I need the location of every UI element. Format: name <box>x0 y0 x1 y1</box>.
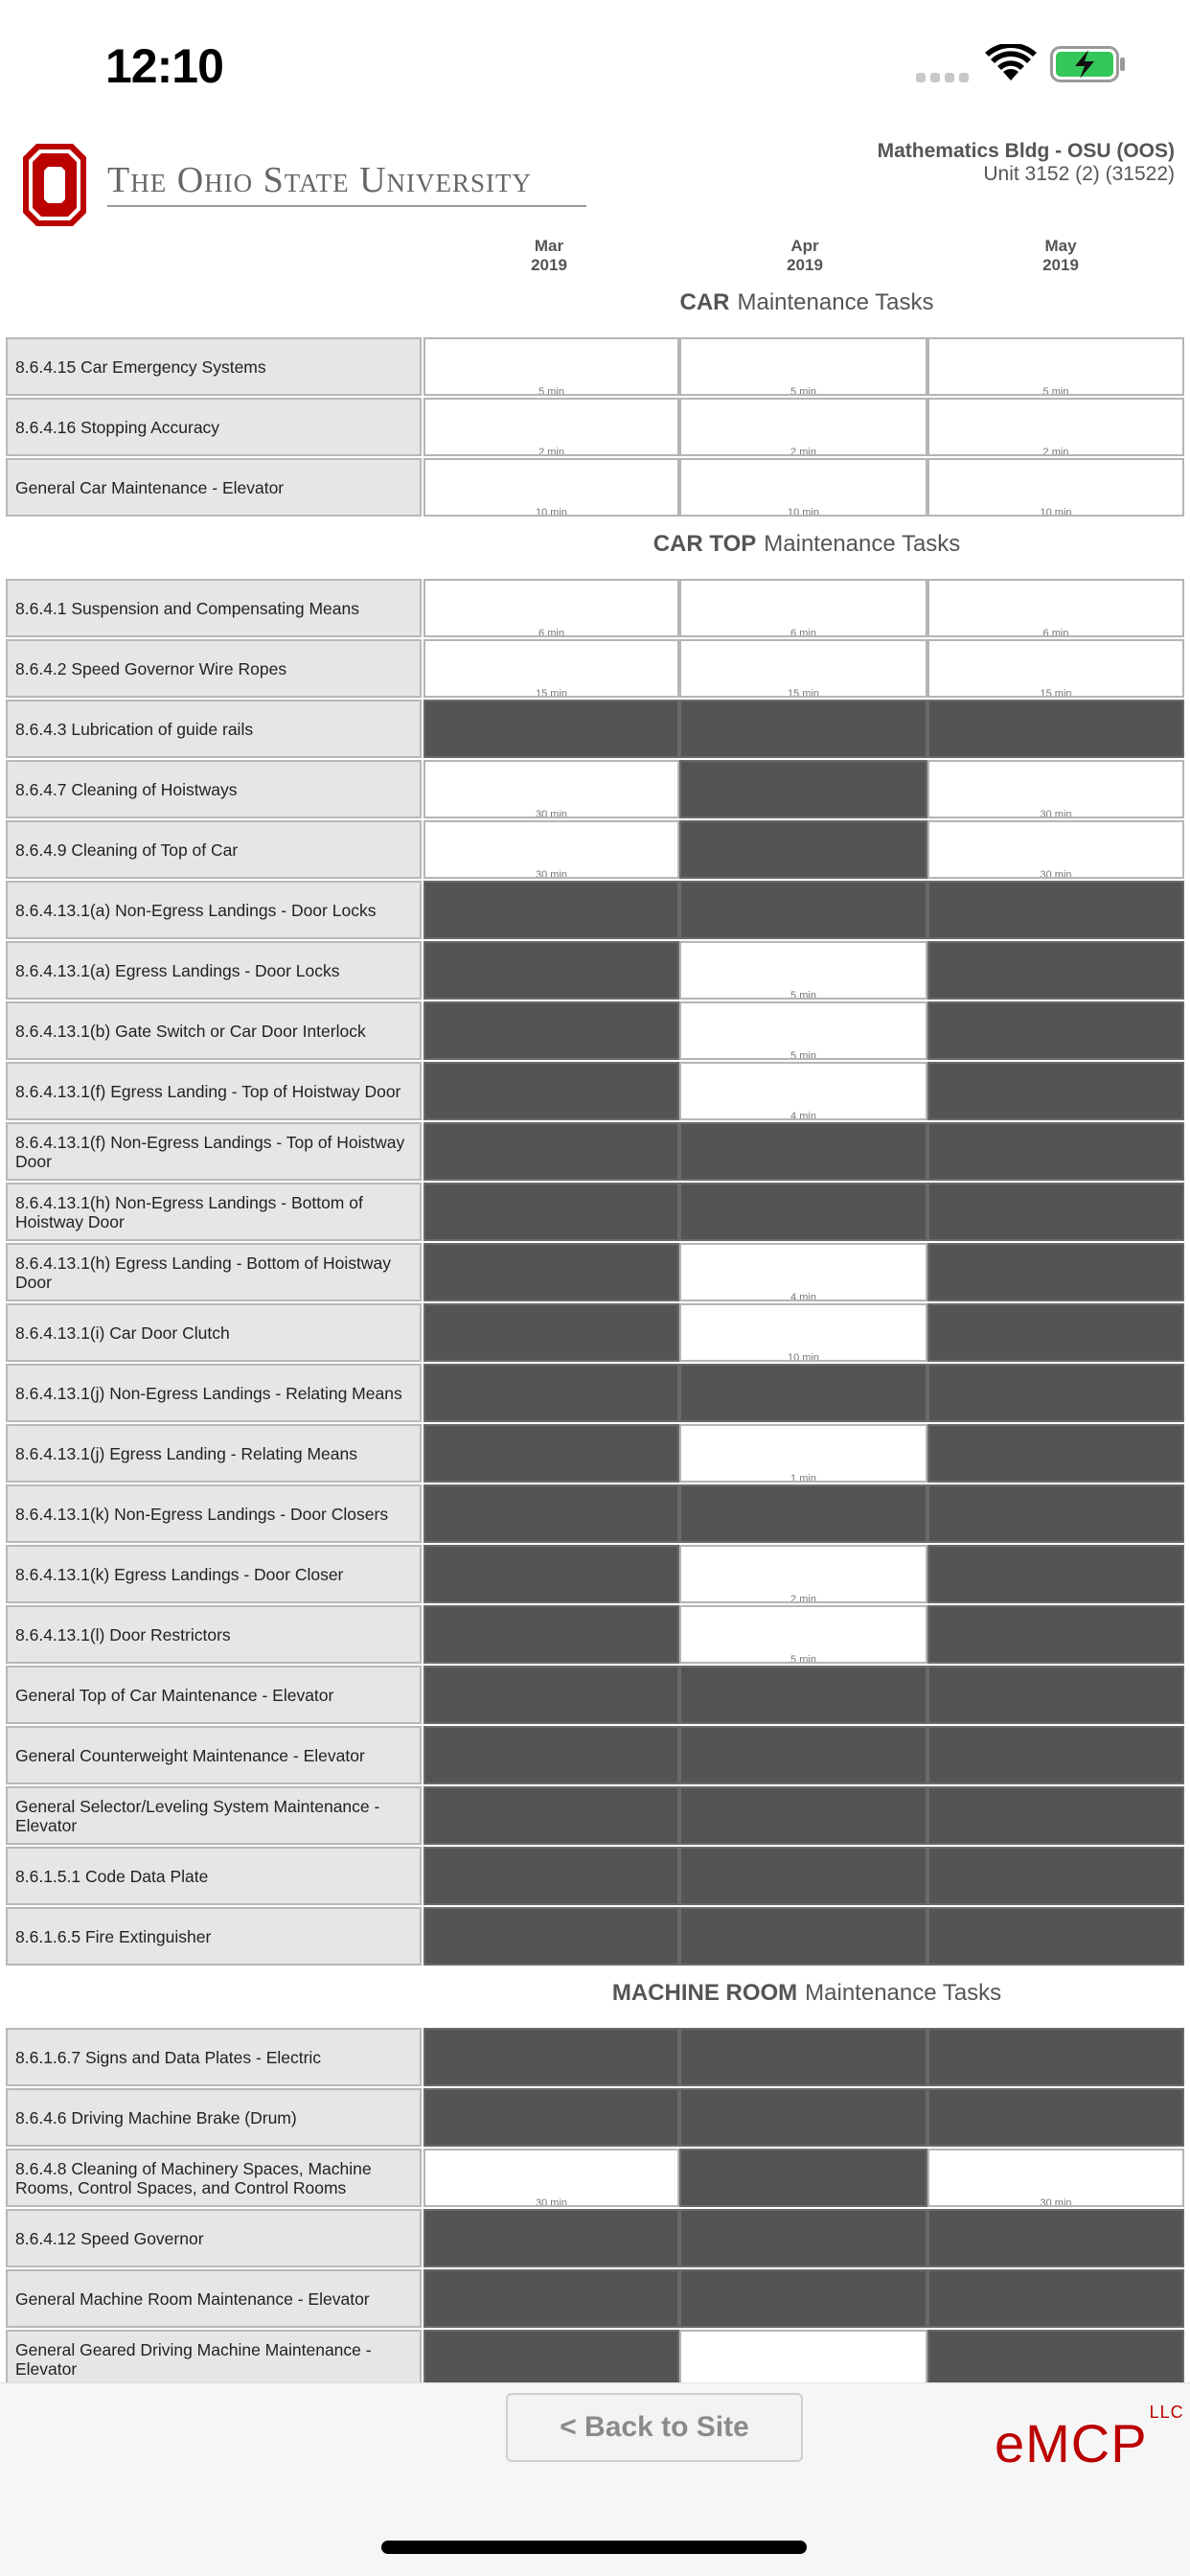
task-cell-open[interactable] <box>423 639 679 698</box>
cellular-signal-icon <box>916 73 969 82</box>
task-duration: 5 min <box>538 386 564 396</box>
task-cell-unavailable <box>423 2209 679 2267</box>
unit-info: Unit 3152 (2) (31522) <box>983 163 1175 185</box>
status-time: 12:10 <box>105 39 223 93</box>
task-duration: 30 min <box>1040 2197 1072 2207</box>
task-cell-unavailable <box>423 1484 679 1543</box>
task-cell-unavailable <box>679 2149 927 2207</box>
task-cell-unavailable <box>927 1605 1184 1664</box>
task-cell-unavailable <box>679 1183 927 1241</box>
task-label[interactable]: General Geared Driving Machine Maintenance - Elevator <box>6 2330 422 2388</box>
section-suffix: Maintenance Tasks <box>805 1980 1002 2006</box>
task-cell-unavailable <box>927 2209 1184 2267</box>
task-cell-unavailable <box>423 1907 679 1966</box>
task-cell-unavailable <box>423 1726 679 1784</box>
task-label[interactable]: 8.6.1.5.1 Code Data Plate <box>6 1847 422 1905</box>
task-cell-unavailable <box>423 1666 679 1724</box>
task-label[interactable]: 8.6.4.13.1(f) Non-Egress Landings - Top of Hoistway Door <box>6 1122 422 1181</box>
task-cell-unavailable <box>927 2028 1184 2086</box>
task-cell-open[interactable] <box>679 1062 927 1120</box>
task-label[interactable]: 8.6.4.1 Suspension and Compensating Means <box>6 579 422 637</box>
task-cell-unavailable <box>423 2028 679 2086</box>
task-duration: 6 min <box>790 628 816 637</box>
task-label[interactable]: 8.6.4.13.1(f) Egress Landing - Top of Hoistway Door <box>6 1062 422 1120</box>
task-duration: 15 min <box>1040 688 1072 698</box>
task-cell-open[interactable] <box>927 458 1184 517</box>
task-duration: 2 min <box>1042 447 1069 456</box>
task-cell-unavailable <box>927 1666 1184 1724</box>
task-duration: 15 min <box>787 688 820 698</box>
task-cell-unavailable <box>927 1062 1184 1120</box>
task-cell-open[interactable] <box>679 398 927 456</box>
task-cell-open[interactable] <box>423 398 679 456</box>
task-cell-unavailable <box>927 1847 1184 1905</box>
task-cell-open[interactable] <box>927 398 1184 456</box>
task-cell-unavailable <box>927 1364 1184 1422</box>
task-duration: 30 min <box>535 809 568 818</box>
task-duration: 5 min <box>1042 386 1069 396</box>
task-cell-unavailable <box>423 2330 679 2388</box>
task-cell-unavailable <box>679 1847 927 1905</box>
task-cell-open[interactable] <box>679 639 927 698</box>
task-duration: 15 min <box>535 688 568 698</box>
task-label[interactable]: 8.6.4.9 Cleaning of Top of Car <box>6 820 422 879</box>
ohio-state-block-o-logo <box>23 144 86 226</box>
task-cell-open[interactable] <box>679 1545 927 1603</box>
task-duration: 10 min <box>787 1352 820 1362</box>
task-cell-unavailable <box>423 941 679 1000</box>
task-label[interactable]: 8.6.4.13.1(k) Egress Landings - Door Closer <box>6 1545 422 1603</box>
task-cell-open[interactable] <box>423 337 679 396</box>
building-name: Mathematics Bldg - OSU (OOS) <box>877 140 1175 162</box>
section-name: CAR TOP <box>652 531 757 557</box>
task-cell-open[interactable] <box>423 820 679 879</box>
task-cell-open[interactable] <box>679 1605 927 1664</box>
emcp-brand: eMCP <box>995 2413 1148 2473</box>
task-cell-unavailable <box>679 760 927 818</box>
month-header-may <box>1003 237 1118 275</box>
task-cell-unavailable <box>423 1364 679 1422</box>
task-cell-unavailable <box>423 1786 679 1845</box>
task-label[interactable]: 8.6.4.13.1(i) Car Door Clutch <box>6 1303 422 1362</box>
task-cell-unavailable <box>679 1907 927 1966</box>
month-name: Apr <box>790 237 819 255</box>
task-label[interactable]: 8.6.4.16 Stopping Accuracy <box>6 398 422 456</box>
task-cell-unavailable <box>423 1545 679 1603</box>
task-label[interactable]: General Counterweight Maintenance - Elevator <box>6 1726 422 1784</box>
task-cell-unavailable <box>679 2028 927 2086</box>
task-cell-open[interactable] <box>679 1243 927 1301</box>
task-cell-open[interactable] <box>423 2149 679 2207</box>
task-cell-unavailable <box>423 881 679 939</box>
task-cell-unavailable <box>927 1303 1184 1362</box>
back-to-site-button[interactable]: < Back to Site <box>506 2393 803 2462</box>
task-label[interactable]: General Selector/Leveling System Maintenance - Elevator <box>6 1786 422 1845</box>
task-duration: 2 min <box>790 1594 816 1603</box>
task-cell-unavailable <box>679 2209 927 2267</box>
task-duration: 30 min <box>1040 869 1072 879</box>
section-title-car-top <box>423 531 1190 558</box>
task-cell-open[interactable] <box>679 941 927 1000</box>
logo-underline <box>107 205 586 207</box>
task-cell-unavailable <box>927 2088 1184 2147</box>
task-cell-open[interactable] <box>423 760 679 818</box>
task-label[interactable]: 8.6.1.6.7 Signs and Data Plates - Electric <box>6 2028 422 2086</box>
task-duration: 30 min <box>535 869 568 879</box>
task-cell-unavailable <box>423 1303 679 1362</box>
task-cell-open[interactable] <box>679 2330 927 2388</box>
task-cell-unavailable <box>679 820 927 879</box>
task-cell-unavailable <box>423 1001 679 1060</box>
task-cell-open[interactable] <box>927 579 1184 637</box>
task-label[interactable]: 8.6.4.3 Lubrication of guide rails <box>6 700 422 758</box>
task-label[interactable]: 8.6.4.15 Car Emergency Systems <box>6 337 422 396</box>
task-cell-unavailable <box>927 1786 1184 1845</box>
task-cell-open[interactable] <box>679 337 927 396</box>
task-label[interactable]: General Top of Car Maintenance - Elevator <box>6 1666 422 1724</box>
task-cell-unavailable <box>679 1484 927 1543</box>
task-cell-unavailable <box>679 1726 927 1784</box>
task-label[interactable]: 8.6.4.13.1(j) Egress Landing - Relating Means <box>6 1424 422 1483</box>
task-cell-unavailable <box>423 1183 679 1241</box>
task-cell-unavailable <box>679 881 927 939</box>
task-duration: 2 min <box>538 447 564 456</box>
month-year: 2019 <box>787 256 823 274</box>
task-duration: 10 min <box>1040 507 1072 517</box>
task-duration: 4 min <box>790 1111 816 1120</box>
task-cell-unavailable <box>927 1726 1184 1784</box>
task-duration: 5 min <box>790 1050 816 1060</box>
task-cell-unavailable <box>927 2330 1184 2388</box>
task-label[interactable]: 8.6.4.13.1(a) Egress Landings - Door Locks <box>6 941 422 1000</box>
task-cell-open[interactable] <box>679 1001 927 1060</box>
task-cell-unavailable <box>423 1847 679 1905</box>
task-cell-open[interactable] <box>679 458 927 517</box>
task-duration: 6 min <box>1042 628 1069 637</box>
task-duration: 10 min <box>787 507 820 517</box>
task-label[interactable]: 8.6.4.13.1(h) Egress Landing - Bottom of Hoistway Door <box>6 1243 422 1301</box>
status-bar <box>0 0 1190 125</box>
task-label[interactable]: 8.6.4.13.1(h) Non-Egress Landings - Bottom of Hoistway Door <box>6 1183 422 1241</box>
task-cell-unavailable <box>927 1484 1184 1543</box>
task-label[interactable]: 8.6.4.13.1(a) Non-Egress Landings - Door Locks <box>6 881 422 939</box>
task-cell-unavailable <box>927 1424 1184 1483</box>
month-year: 2019 <box>1042 256 1079 274</box>
task-label[interactable]: 8.6.4.2 Speed Governor Wire Ropes <box>6 639 422 698</box>
task-label[interactable]: 8.6.4.13.1(l) Door Restrictors <box>6 1605 422 1664</box>
page-header <box>0 134 1190 230</box>
task-cell-unavailable <box>927 1122 1184 1181</box>
task-duration: 5 min <box>790 386 816 396</box>
task-cell-unavailable <box>927 1545 1184 1603</box>
task-cell-unavailable <box>927 700 1184 758</box>
battery-charging-icon <box>1050 46 1127 82</box>
task-label[interactable]: 8.6.4.7 Cleaning of Hoistways <box>6 760 422 818</box>
task-cell-open[interactable] <box>679 579 927 637</box>
task-cell-unavailable <box>423 1424 679 1483</box>
task-cell-open[interactable] <box>423 579 679 637</box>
section-name: MACHINE ROOM <box>611 1980 798 2006</box>
task-duration: 10 min <box>535 507 568 517</box>
task-cell-unavailable <box>679 2269 927 2328</box>
section-title-machine-room <box>423 1980 1190 2007</box>
task-label[interactable]: 8.6.4.13.1(j) Non-Egress Landings - Relating Means <box>6 1364 422 1422</box>
task-cell-unavailable <box>679 2088 927 2147</box>
task-label[interactable]: 8.6.4.13.1(k) Non-Egress Landings - Door Closers <box>6 1484 422 1543</box>
task-cell-unavailable <box>927 2269 1184 2328</box>
task-cell-open[interactable] <box>927 760 1184 818</box>
task-label[interactable]: 8.6.4.12 Speed Governor <box>6 2209 422 2267</box>
emcp-logo <box>995 2403 1184 2474</box>
task-cell-open[interactable] <box>927 337 1184 396</box>
task-cell-unavailable <box>423 1122 679 1181</box>
task-cell-open[interactable] <box>927 639 1184 698</box>
task-label[interactable]: 8.6.4.6 Driving Machine Brake (Drum) <box>6 2088 422 2147</box>
task-duration: 4 min <box>790 1292 816 1301</box>
task-label[interactable]: General Machine Room Maintenance - Elevator <box>6 2269 422 2328</box>
task-label[interactable]: 8.6.4.8 Cleaning of Machinery Spaces, Machine Rooms, Control Spaces, and Control Rooms <box>6 2149 422 2207</box>
task-duration: 1 min <box>790 1473 816 1483</box>
task-cell-unavailable <box>927 1183 1184 1241</box>
section-title-car <box>423 289 1190 316</box>
task-cell-unavailable <box>927 1001 1184 1060</box>
task-cell-unavailable <box>679 1666 927 1724</box>
task-cell-unavailable <box>423 1062 679 1120</box>
section-suffix: Maintenance Tasks <box>764 531 961 557</box>
task-cell-unavailable <box>679 1122 927 1181</box>
task-duration: 5 min <box>790 990 816 1000</box>
task-cell-unavailable <box>423 2088 679 2147</box>
task-cell-unavailable <box>423 1605 679 1664</box>
task-duration: 2 min <box>790 447 816 456</box>
task-label[interactable]: 8.6.1.6.5 Fire Extinguisher <box>6 1907 422 1966</box>
task-cell-unavailable <box>423 2269 679 2328</box>
task-cell-unavailable <box>679 1786 927 1845</box>
month-year: 2019 <box>531 256 567 274</box>
task-cell-unavailable <box>423 700 679 758</box>
month-name: May <box>1044 237 1077 255</box>
wifi-icon <box>985 44 1037 82</box>
task-cell-open[interactable] <box>927 820 1184 879</box>
home-indicator <box>381 2541 807 2554</box>
task-cell-unavailable <box>927 1907 1184 1966</box>
task-cell-unavailable <box>927 941 1184 1000</box>
task-cell-open[interactable] <box>423 458 679 517</box>
footer-bar <box>0 2382 1190 2576</box>
month-header-mar <box>492 237 606 275</box>
task-cell-unavailable <box>927 881 1184 939</box>
task-duration: 5 min <box>790 1654 816 1664</box>
task-label[interactable]: General Car Maintenance - Elevator <box>6 458 422 517</box>
task-cell-unavailable <box>927 1243 1184 1301</box>
task-cell-unavailable <box>423 1243 679 1301</box>
section-suffix: Maintenance Tasks <box>737 289 934 315</box>
university-name: The Ohio State University <box>107 160 533 200</box>
section-name: CAR <box>679 289 730 315</box>
task-duration: 6 min <box>538 628 564 637</box>
task-cell-open[interactable] <box>679 1424 927 1483</box>
emcp-brand-suffix: LLC <box>1149 2403 1184 2423</box>
task-label[interactable]: 8.6.4.13.1(b) Gate Switch or Car Door Interlock <box>6 1001 422 1060</box>
month-name: Mar <box>534 237 564 255</box>
task-duration: 30 min <box>535 2197 568 2207</box>
task-cell-open[interactable] <box>679 1303 927 1362</box>
task-cell-open[interactable] <box>927 2149 1184 2207</box>
month-header-apr <box>747 237 862 275</box>
task-cell-unavailable <box>679 1364 927 1422</box>
task-duration: 30 min <box>1040 809 1072 818</box>
task-cell-unavailable <box>679 700 927 758</box>
